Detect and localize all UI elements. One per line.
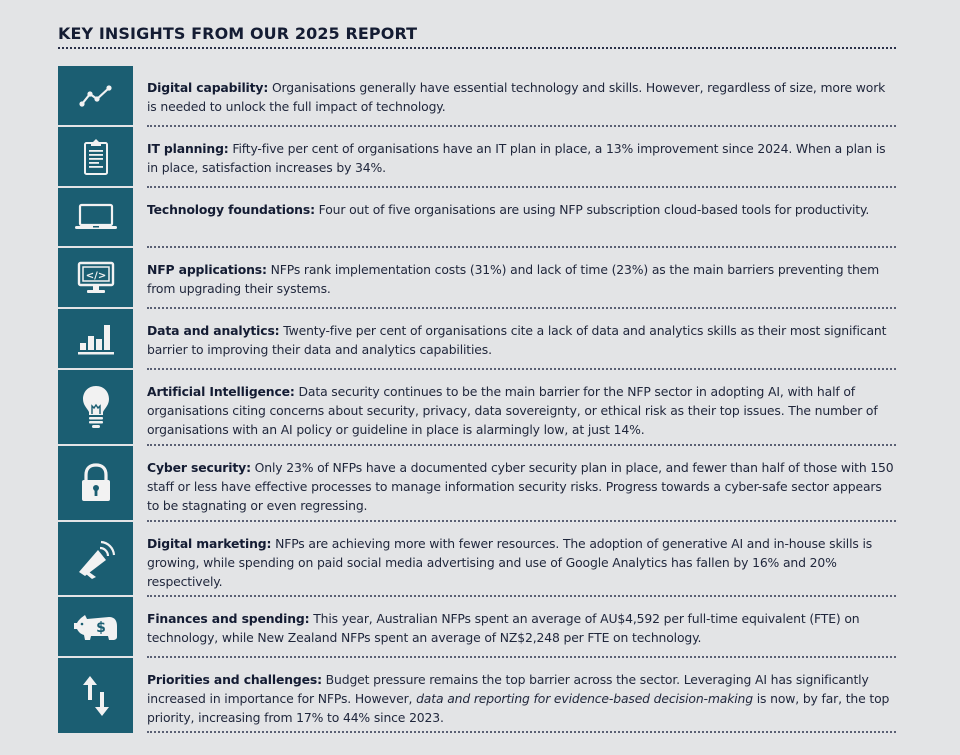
insight-body: Data security continues to be the main barrier for the NFP sector in adopting AI, with half of organisations citing concerns about security, privacy, data sovereignty, or ethical risk as their top issues. The number of organisations with an AI policy or guideline in place is alarmingly low, at just 14%. [147,384,878,437]
insight-digital-capability [58,66,896,127]
insight-body: NFPs rank implementation costs (31%) and lack of time (23%) as the main barriers preventing them from upgrading their systems. [147,262,880,296]
insight-label: Finances and spending: [147,611,310,626]
insight-label: Digital capability: [147,80,269,95]
insight-text [133,446,896,522]
insight-text [133,597,896,658]
insight-label: Data and analytics: [147,323,280,338]
insight-label: Cyber security: [147,460,251,475]
up-down-arrows-icon [58,658,133,733]
insight-body: Budget pressure remains the top barrier across the sector. Leveraging AI has significantly increased in importance for NFPs. However, [147,672,869,706]
insight-artificial-intelligence [58,370,896,446]
insight-text [133,309,896,370]
code-monitor-icon [58,248,133,309]
insight-text [133,248,896,309]
insight-body: This year, Australian NFPs spent an average of AU$4,592 per full-time equivalent (FTE) on technology, while New Zealand NFPs spent an average of NZ$2,248 per FTE on technology. [147,611,860,645]
insight-text [133,522,896,597]
insight-body: Four out of five organisations are using NFP subscription cloud-based tools for productivity. [314,202,870,217]
insight-priorities-challenges [58,658,896,733]
insight-text [133,66,896,127]
insight-label: IT planning: [147,141,229,156]
insight-body-end: is now, by far, the top priority, increasing from 17% to 44% since 2023. [147,691,890,725]
insight-body: NFPs are achieving more with fewer resources. The adoption of generative AI and in-house skills is growing, while spending on paid social media advertising and use of Google Analytics has fallen by 16% and 20% respectively. [147,536,873,589]
insight-label: Priorities and challenges: [147,672,322,687]
insight-label: Technology foundations: [147,202,315,217]
insight-label: Artificial Intelligence: [147,384,295,399]
insight-digital-marketing [58,522,896,597]
insight-text [133,127,896,188]
svg-text:$: $ [95,619,106,636]
insight-body: Organisations generally have essential technology and skills. However, regardless of size, more work is needed to unlock the full impact of technology. [147,80,886,114]
insight-text [133,188,896,248]
insight-text [133,370,896,446]
bar-chart-icon [58,309,133,370]
insight-nfp-applications [58,248,896,309]
insight-data-analytics [58,309,896,370]
svg-text:</>: </> [85,270,106,281]
clipboard-icon [58,127,133,188]
insight-body: Fifty-five per cent of organisations have an IT plan in place, a 13% improvement since 2024. When a plan is in place, satisfaction increases by 34%. [147,141,886,175]
lightbulb-icon [58,370,133,446]
title-divider [58,47,896,49]
padlock-icon [58,446,133,522]
megaphone-icon [58,522,133,597]
insight-cyber-security [58,446,896,522]
insight-body: Only 23% of NFPs have a documented cyber security plan in place, and fewer than half of those with 150 staff or less have effective processes to manage information security risks. Progress towards a cyber-safe sector appears to be stagnating or even regressing. [147,460,894,513]
insight-technology-foundations [58,188,896,248]
line-chart-icon [58,66,133,127]
insight-body: Twenty-five per cent of organisations cite a lack of data and analytics skills as their most significant barrier to improving their data and analytics capabilities. [147,323,887,357]
insight-finances-spending [58,597,896,658]
piggy-bank-icon [58,597,133,658]
laptop-icon [58,188,133,248]
insight-label: NFP applications: [147,262,267,277]
insight-it-planning [58,127,896,188]
insight-label: Digital marketing: [147,536,272,551]
insight-body-emphasis: data and reporting for evidence-based decision-making [416,691,753,706]
insights-list [58,66,896,733]
insight-text [133,658,896,733]
page-title: KEY INSIGHTS FROM OUR 2025 REPORT [58,24,418,43]
